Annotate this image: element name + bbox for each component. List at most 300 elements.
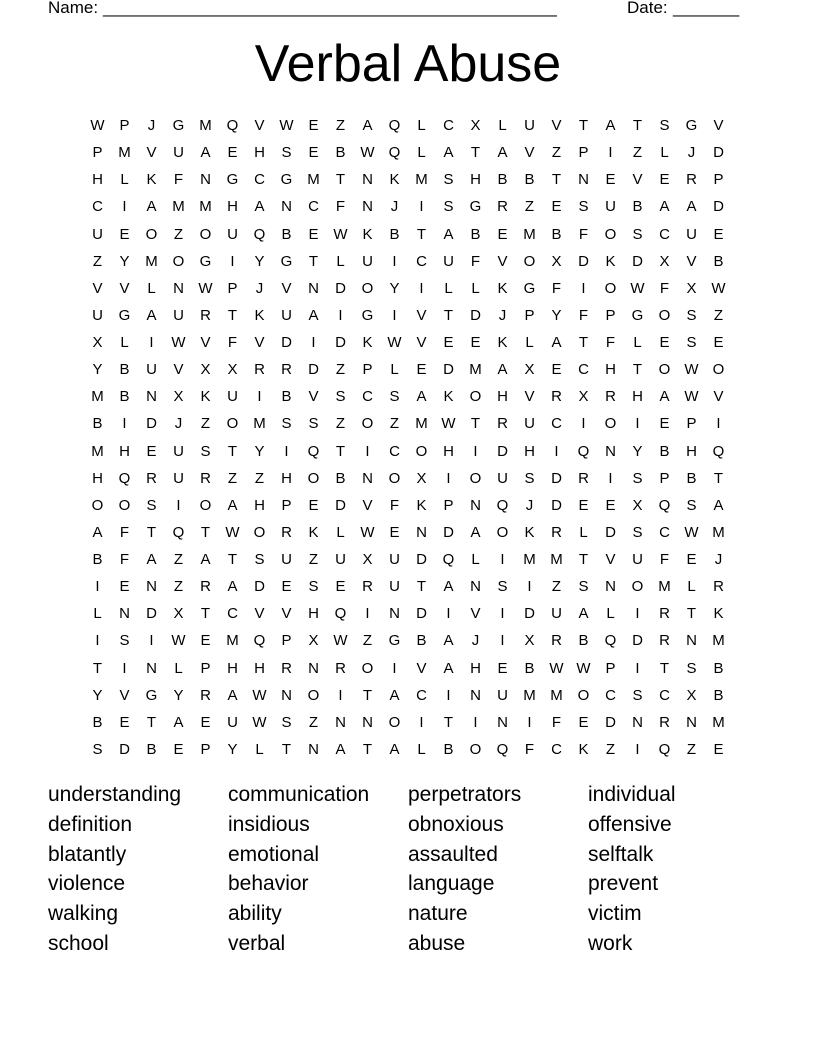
grid-letter: D [308, 361, 319, 379]
grid-letter: C [416, 686, 427, 704]
grid-letter: H [686, 442, 697, 460]
grid-letter: I [230, 252, 235, 270]
grid-letter: R [551, 388, 562, 406]
grid-letter: H [443, 442, 454, 460]
grid-letter: B [92, 551, 103, 569]
grid-letter: E [308, 117, 319, 135]
grid-letter: Q [118, 469, 131, 487]
grid-letter: A [254, 198, 265, 216]
grid-letter: F [659, 279, 670, 297]
grid-letter: A [443, 225, 454, 243]
grid-letter: I [149, 632, 154, 650]
grid-letter: Z [389, 415, 400, 433]
grid-letter: R [281, 361, 292, 379]
grid-letter: D [443, 361, 454, 379]
grid-letter: E [497, 659, 508, 677]
grid-letter: I [122, 198, 127, 216]
word-bank-item: obnoxious [408, 812, 504, 836]
grid-letter: T [416, 578, 427, 596]
grid-letter: T [362, 740, 373, 758]
grid-letter: H [308, 605, 319, 623]
grid-letter: Z [200, 415, 211, 433]
grid-letter: H [92, 469, 103, 487]
grid-letter: E [308, 225, 319, 243]
grid-row [84, 166, 732, 193]
grid-row [84, 736, 732, 763]
grid-letter: L [417, 117, 426, 135]
grid-letter: I [338, 686, 343, 704]
grid-letter: I [338, 306, 343, 324]
grid-letter: E [119, 578, 130, 596]
grid-letter: A [497, 144, 508, 162]
grid-letter: U [92, 306, 103, 324]
grid-letter: Y [119, 252, 130, 270]
grid-letter: I [284, 442, 289, 460]
grid-letter: O [604, 415, 617, 433]
grid-letter: W [333, 225, 348, 243]
word-bank-item: prevent [588, 872, 659, 896]
grid-letter: V [416, 306, 427, 324]
grid-letter: A [443, 632, 454, 650]
grid-letter: X [551, 252, 562, 270]
grid-letter: E [659, 334, 670, 352]
grid-letter: C [416, 252, 427, 270]
grid-letter: V [524, 144, 535, 162]
grid-letter: I [446, 469, 451, 487]
grid-letter: V [686, 252, 697, 270]
grid-letter: T [416, 225, 427, 243]
grid-letter: W [441, 415, 456, 433]
grid-letter: S [659, 117, 670, 135]
grid-letter: B [92, 713, 103, 731]
grid-row [84, 383, 732, 410]
grid-letter: O [307, 469, 320, 487]
grid-letter: Z [173, 551, 184, 569]
grid-letter: X [470, 117, 481, 135]
word-bank-item: assaulted [408, 842, 498, 866]
grid-letter: E [308, 496, 319, 514]
grid-letter: T [227, 306, 238, 324]
grid-letter: A [227, 496, 238, 514]
grid-letter: G [280, 171, 293, 189]
grid-row [84, 248, 732, 275]
grid-letter: F [335, 198, 346, 216]
grid-row [84, 193, 732, 220]
grid-letter: J [147, 117, 156, 135]
grid-letter: P [281, 496, 292, 514]
grid-letter: S [281, 713, 292, 731]
grid-letter: U [524, 117, 535, 135]
grid-letter: H [254, 496, 265, 514]
grid-letter: U [686, 225, 697, 243]
grid-letter: Z [551, 578, 562, 596]
grid-letter: M [523, 686, 536, 704]
grid-letter: K [362, 334, 373, 352]
page-title: Verbal Abuse [254, 35, 562, 93]
grid-letter: V [416, 334, 427, 352]
grid-letter: N [146, 659, 157, 677]
grid-letter: U [497, 469, 508, 487]
grid-letter: D [335, 279, 346, 297]
grid-letter: K [362, 225, 373, 243]
grid-letter: D [119, 740, 130, 758]
grid-letter: Z [686, 740, 697, 758]
grid-letter: A [605, 117, 616, 135]
grid-letter: C [551, 415, 562, 433]
grid-letter: S [686, 334, 697, 352]
grid-letter: Z [551, 144, 562, 162]
grid-letter: M [712, 523, 725, 541]
grid-letter: T [146, 523, 157, 541]
grid-letter: H [632, 388, 643, 406]
grid-letter: L [633, 334, 642, 352]
grid-letter: B [146, 740, 157, 758]
grid-letter: C [659, 686, 670, 704]
grid-letter: G [685, 117, 698, 135]
grid-letter: H [227, 659, 238, 677]
grid-letter: D [146, 415, 157, 433]
grid-letter: U [173, 144, 184, 162]
grid-letter: A [389, 686, 400, 704]
grid-letter: O [361, 415, 374, 433]
grid-letter: V [362, 496, 373, 514]
grid-letter: B [470, 225, 481, 243]
word-bank-item: walking [48, 902, 119, 926]
grid-letter: I [500, 605, 505, 623]
grid-letter: S [686, 659, 697, 677]
grid-letter: A [227, 578, 238, 596]
grid-letter: I [446, 686, 451, 704]
grid-letter: P [200, 740, 211, 758]
grid-letter: G [523, 279, 536, 297]
grid-letter: G [631, 306, 644, 324]
grid-letter: E [713, 740, 724, 758]
grid-letter: P [200, 659, 211, 677]
grid-letter: L [525, 334, 534, 352]
grid-letter: U [146, 361, 157, 379]
grid-letter: R [335, 659, 346, 677]
grid-letter: D [551, 469, 562, 487]
grid-letter: B [524, 171, 535, 189]
grid-letter: C [92, 198, 103, 216]
grid-letter: Q [658, 496, 671, 514]
grid-letter: S [335, 388, 346, 406]
grid-letter: Y [632, 442, 643, 460]
grid-letter: V [146, 144, 157, 162]
grid-letter: I [608, 144, 613, 162]
grid-letter: B [659, 442, 670, 460]
grid-letter: A [227, 686, 238, 704]
grid-letter: W [684, 361, 699, 379]
grid-letter: Y [92, 361, 103, 379]
grid-letter: Y [389, 279, 400, 297]
grid-row [84, 627, 732, 654]
grid-letter: M [415, 171, 428, 189]
grid-letter: P [362, 361, 373, 379]
grid-letter: L [687, 578, 696, 596]
grid-letter: U [92, 225, 103, 243]
grid-letter: D [578, 252, 589, 270]
grid-letter: N [308, 659, 319, 677]
grid-letter: D [254, 578, 265, 596]
grid-letter: D [443, 523, 454, 541]
grid-letter: X [308, 632, 319, 650]
grid-letter: T [578, 334, 589, 352]
grid-letter: Z [362, 632, 373, 650]
grid-letter: A [335, 740, 346, 758]
grid-letter: Z [254, 469, 265, 487]
grid-letter: H [524, 442, 535, 460]
grid-letter: E [551, 198, 562, 216]
grid-letter: R [146, 469, 157, 487]
grid-letter: M [469, 361, 482, 379]
grid-letter: U [335, 551, 346, 569]
grid-letter: D [146, 605, 157, 623]
grid-letter: W [684, 523, 699, 541]
grid-letter: I [500, 632, 505, 650]
grid-letter: K [713, 605, 724, 623]
grid-letter: K [497, 334, 508, 352]
date-label: Date: [627, 0, 668, 17]
grid-letter: M [415, 415, 428, 433]
grid-letter: T [200, 605, 211, 623]
grid-letter: T [335, 171, 346, 189]
grid-letter: N [335, 713, 346, 731]
grid-letter: I [473, 442, 478, 460]
grid-letter: P [578, 144, 589, 162]
grid-letter: A [713, 496, 724, 514]
grid-letter: N [686, 713, 697, 731]
grid-letter: Q [307, 442, 320, 460]
grid-letter: P [92, 144, 103, 162]
grid-letter: V [308, 388, 319, 406]
grid-letter: Z [308, 551, 319, 569]
grid-letter: R [281, 523, 292, 541]
name-blank-line: ________________________________________________ [103, 0, 557, 17]
grid-letter: Q [253, 632, 266, 650]
grid-letter: E [605, 496, 616, 514]
grid-letter: C [308, 198, 319, 216]
grid-letter: I [554, 442, 559, 460]
grid-letter: T [146, 713, 157, 731]
grid-letter: J [714, 551, 723, 569]
grid-letter: L [120, 171, 129, 189]
word-bank-item: violence [48, 872, 126, 896]
grid-letter: K [443, 388, 454, 406]
grid-letter: T [92, 659, 103, 677]
grid-letter: M [658, 578, 671, 596]
grid-letter: V [632, 171, 643, 189]
grid-letter: H [227, 198, 238, 216]
grid-row [84, 410, 732, 437]
grid-letter: J [471, 632, 480, 650]
grid-row [84, 221, 732, 248]
grid-row [84, 709, 732, 736]
grid-letter: D [281, 334, 292, 352]
grid-letter: F [119, 523, 130, 541]
grid-letter: A [389, 740, 400, 758]
grid-letter: E [119, 713, 130, 731]
grid-letter: X [686, 686, 697, 704]
grid-letter: I [473, 713, 478, 731]
grid-letter: A [362, 117, 373, 135]
grid-letter: K [524, 523, 535, 541]
grid-letter: O [415, 442, 428, 460]
grid-letter: L [174, 659, 183, 677]
grid-letter: Z [524, 198, 535, 216]
grid-letter: K [497, 279, 508, 297]
word-bank-item: blatantly [48, 842, 127, 866]
grid-letter: X [92, 334, 103, 352]
grid-letter: G [199, 252, 212, 270]
grid-letter: E [200, 713, 211, 731]
grid-letter: V [92, 279, 103, 297]
grid-row [84, 682, 732, 709]
grid-letter: E [119, 225, 130, 243]
grid-letter: N [605, 442, 616, 460]
grid-letter: F [551, 713, 562, 731]
grid-letter: M [199, 117, 212, 135]
grid-letter: O [91, 496, 104, 514]
grid-letter: R [281, 659, 292, 677]
grid-letter: E [443, 334, 454, 352]
grid-letter: P [443, 496, 454, 514]
grid-letter: M [550, 686, 563, 704]
grid-letter: C [362, 388, 373, 406]
grid-letter: I [635, 740, 640, 758]
grid-letter: G [469, 198, 482, 216]
grid-letter: R [713, 578, 724, 596]
grid-letter: A [659, 388, 670, 406]
grid-letter: Z [308, 713, 319, 731]
grid-letter: S [389, 388, 400, 406]
grid-letter: Q [334, 605, 347, 623]
grid-letter: O [361, 279, 374, 297]
grid-letter: M [145, 252, 158, 270]
grid-letter: I [122, 659, 127, 677]
grid-letter: Y [92, 686, 103, 704]
grid-letter: M [118, 144, 131, 162]
grid-letter: B [335, 144, 346, 162]
grid-letter: Z [173, 578, 184, 596]
grid-letter: Z [335, 117, 346, 135]
grid-letter: I [392, 659, 397, 677]
grid-letter: W [171, 632, 186, 650]
grid-letter: T [470, 144, 481, 162]
grid-letter: E [335, 578, 346, 596]
grid-letter: R [659, 713, 670, 731]
grid-letter: S [200, 442, 211, 460]
grid-letter: F [389, 496, 400, 514]
grid-letter: K [146, 171, 157, 189]
grid-letter: I [176, 496, 181, 514]
grid-letter: E [389, 523, 400, 541]
grid-letter: D [335, 496, 346, 514]
grid-letter: T [227, 551, 238, 569]
grid-letter: L [93, 605, 102, 623]
grid-letter: E [173, 740, 184, 758]
grid-letter: D [497, 442, 508, 460]
grid-letter: H [470, 171, 481, 189]
grid-letter: V [524, 388, 535, 406]
grid-letter: O [307, 686, 320, 704]
grid-letter: M [226, 632, 239, 650]
grid-letter: Q [172, 523, 185, 541]
grid-letter: S [524, 469, 535, 487]
grid-letter: W [387, 334, 402, 352]
grid-letter: B [686, 469, 697, 487]
grid-letter: S [92, 740, 103, 758]
grid-letter: X [578, 388, 589, 406]
grid-letter: U [173, 306, 184, 324]
grid-letter: O [631, 578, 644, 596]
grid-letter: O [523, 252, 536, 270]
grid-letter: V [254, 334, 265, 352]
grid-letter: H [254, 144, 265, 162]
grid-letter: U [173, 469, 184, 487]
grid-letter: V [200, 334, 211, 352]
grid-letter: I [365, 605, 370, 623]
grid-letter: R [551, 632, 562, 650]
grid-letter: A [443, 578, 454, 596]
grid-letter: D [416, 605, 427, 623]
grid-letter: I [527, 713, 532, 731]
grid-letter: E [659, 171, 670, 189]
grid-letter: I [419, 713, 424, 731]
grid-letter: E [308, 144, 319, 162]
grid-letter: H [605, 361, 616, 379]
grid-letter: L [498, 117, 507, 135]
grid-letter: Z [632, 144, 643, 162]
grid-letter: U [497, 686, 508, 704]
grid-letter: D [470, 306, 481, 324]
grid-letter: N [686, 632, 697, 650]
grid-letter: I [419, 279, 424, 297]
grid-letter: R [200, 686, 211, 704]
word-bank-item: behavior [228, 872, 309, 896]
grid-letter: L [660, 144, 669, 162]
grid-letter: B [632, 198, 643, 216]
word-bank-item: definition [48, 812, 133, 836]
grid-letter: T [578, 117, 589, 135]
grid-letter: G [172, 117, 185, 135]
word-bank-item: perpetrators [408, 783, 522, 806]
grid-letter: V [713, 388, 724, 406]
grid-letter: B [551, 225, 562, 243]
grid-letter: S [686, 306, 697, 324]
grid-letter: I [122, 415, 127, 433]
grid-letter: B [389, 225, 400, 243]
grid-letter: D [713, 144, 724, 162]
grid-letter: I [608, 469, 613, 487]
grid-letter: V [551, 117, 562, 135]
grid-letter: V [713, 117, 724, 135]
grid-letter: M [550, 551, 563, 569]
grid-letter: H [254, 659, 265, 677]
grid-letter: N [119, 605, 130, 623]
grid-letter: V [173, 361, 184, 379]
grid-row [84, 112, 732, 139]
grid-letter: R [200, 578, 211, 596]
grid-letter: N [362, 171, 373, 189]
grid-letter: I [392, 306, 397, 324]
grid-letter: E [227, 144, 238, 162]
grid-letter: S [686, 496, 697, 514]
grid-letter: O [469, 388, 482, 406]
grid-letter: W [630, 279, 645, 297]
grid-letter: U [524, 415, 535, 433]
grid-letter: A [686, 198, 697, 216]
